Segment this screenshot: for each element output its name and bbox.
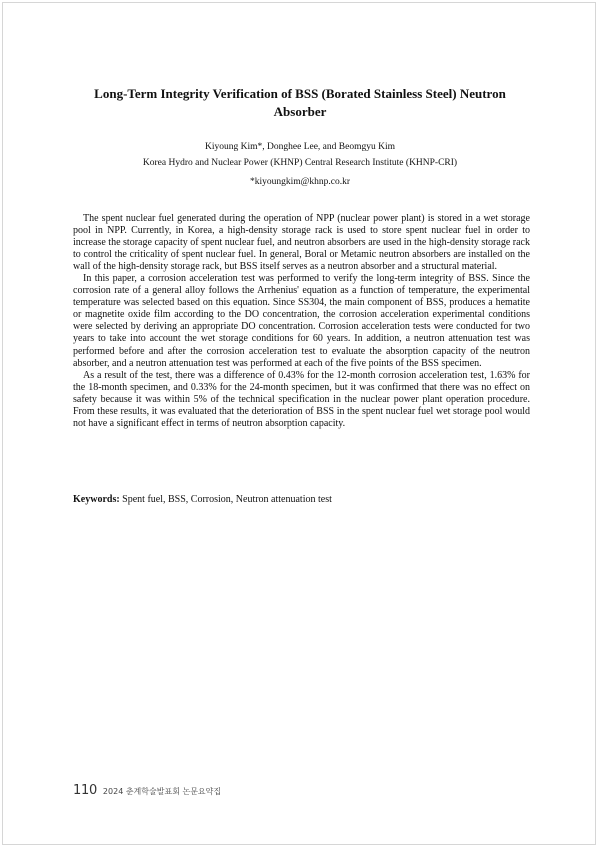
author-email: *kiyoungkim@khnp.co.kr: [249, 177, 351, 187]
keywords: [73, 494, 530, 506]
paper-title: Long-Term Integrity Verification of BSS (Borated Stainless Steel) Neutron Absorber: [94, 86, 506, 119]
abstract-paragraph: The spent nuclear fuel generated during the operation of NPP (nuclear power plant) is stored in a wet storage pool in NPP. Currently, in Korea, a high-density storage rack is used to store spent nuclear fuel in order to increase the storage capacity of spent nuclear fuel, and neutron absorbers are used in the high-density storage rack to control the criticality of spent nuclear fuel. In general, Boral or Metamic neutron absorbers are installed on the wall of the high-density storage rack, but BSS itself serves as a neutron absorber and a structural material.: [73, 213, 530, 273]
author-affiliation: Korea Hydro and Nuclear Power (KHNP) Central Research Institute (KHNP-CRI): [142, 158, 458, 168]
abstract-body: [73, 213, 530, 430]
page-footer: [73, 779, 221, 798]
page-number: 110: [73, 783, 97, 798]
footer-text: 2024 춘계학술발표회 논문요약집: [102, 787, 222, 796]
keywords-list: Spent fuel, BSS, Corrosion, Neutron attenuation test: [122, 494, 332, 505]
author-list: Kiyoung Kim*, Donghee Lee, and Beomgyu Kim: [205, 142, 395, 152]
keywords-label: Keywords:: [73, 494, 120, 505]
abstract-paragraph: As a result of the test, there was a difference of 0.43% for the 12-month corrosion acceleration test, 1.63% for the 18-month specimen, and 0.33% for the 24-month specimen, but it was confirmed that there was no effect on safety because it was within 5% of the technical specification in the nuclear power plant operation procedure. From these results, it was evaluated that the deterioration of BSS in the spent nuclear fuel wet storage pool would not have a significant effect in terms of neutron absorption capacity.: [73, 369, 530, 429]
abstract-paragraph: In this paper, a corrosion acceleration test was performed to verify the long-term integrity of BSS. Since the corrosion rate of a general alloy follows the Arrhenius' equation as a function of temperature, the experimental temperature was selected based on this equation. Since SS304, the main component of BSS, produces a hematite or magnetite oxide film according to the DO concentration, the corrosion acceleration experimental conditions were selected by deriving an appropriate DO concentration. Corrosion acceleration tests were conducted for two years to take into account the wet storage conditions for 60 years. In addition, a neutron attenuation test was performed before and after the corrosion acceleration test to evaluate the absorption capacity of the neutron absorber, and a neutron attenuation test was performed at each of the five points of the BSS specimen.: [73, 273, 530, 369]
